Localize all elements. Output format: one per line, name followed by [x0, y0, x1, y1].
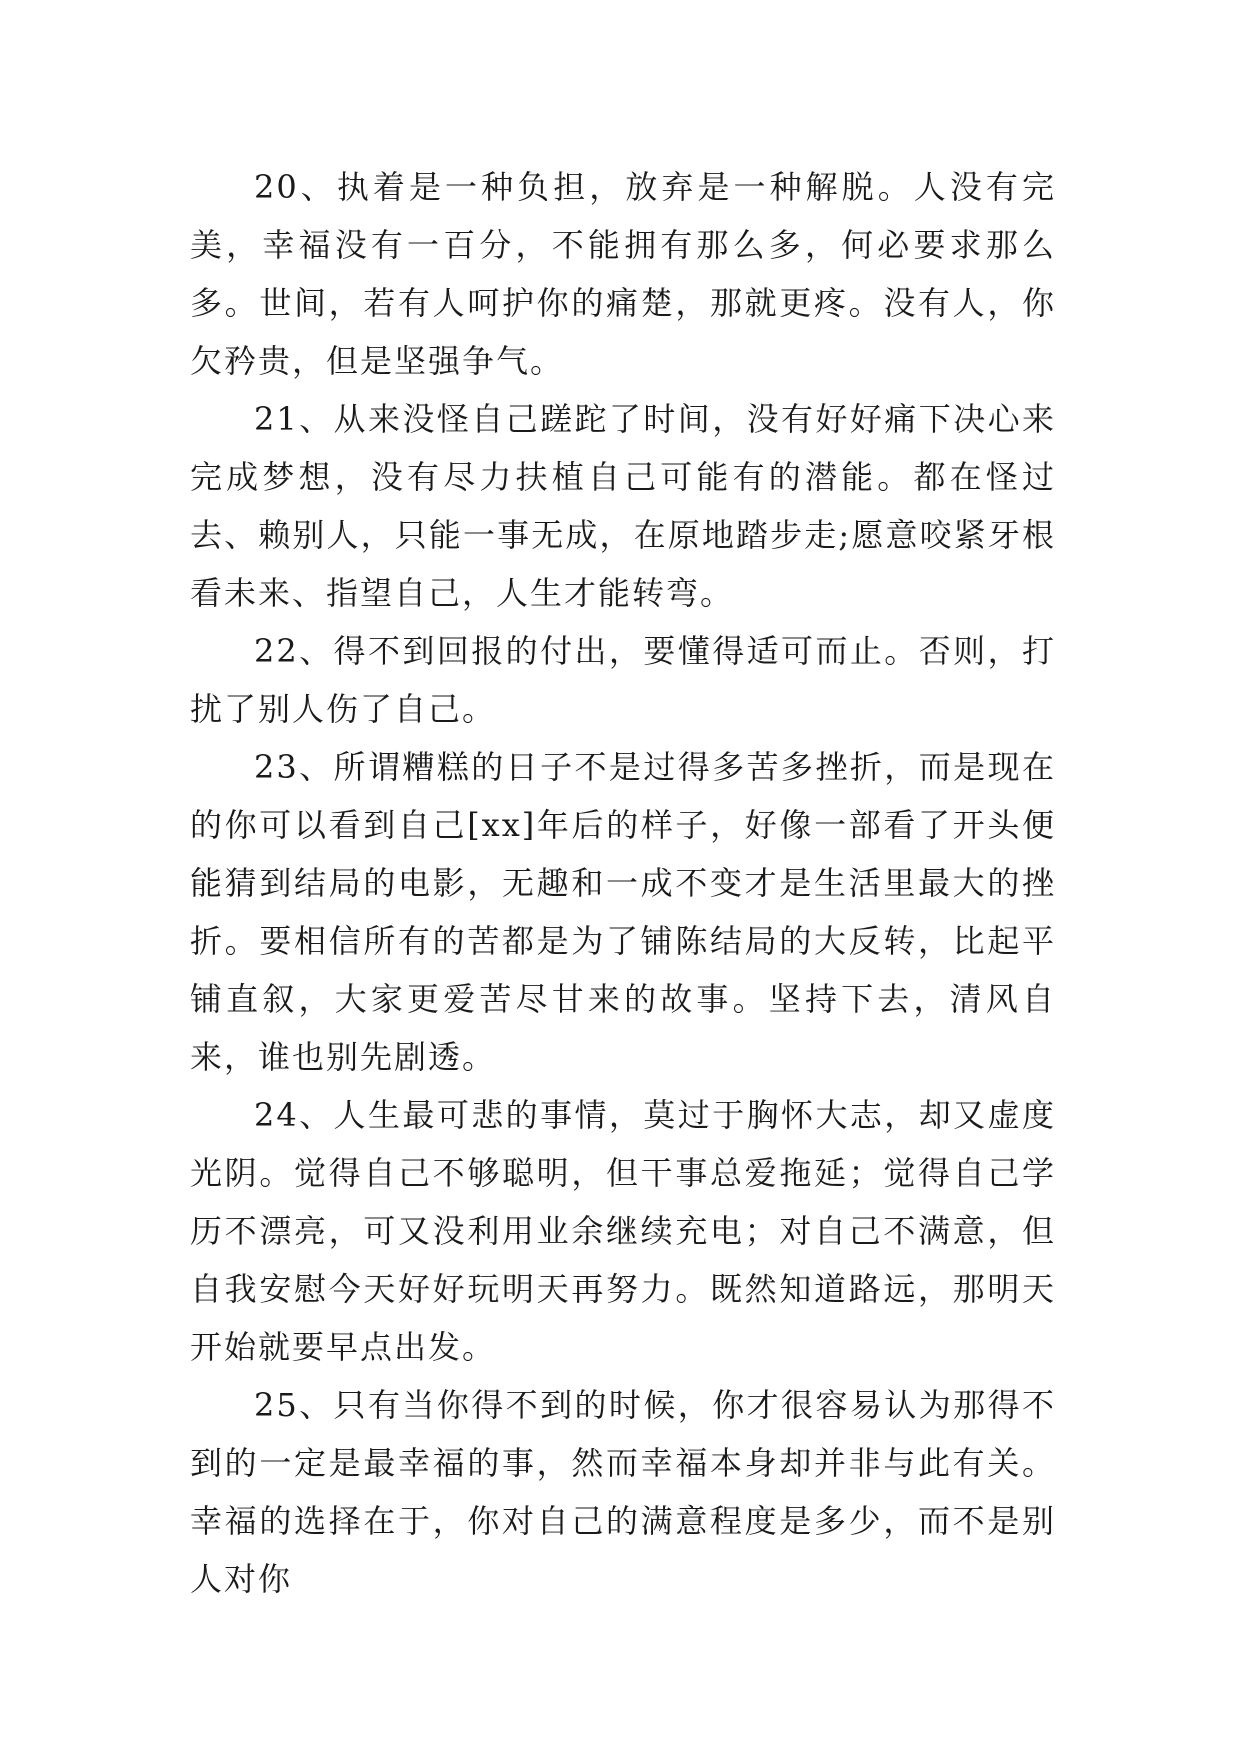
- paragraph-21: 21、从来没怪自己蹉跎了时间，没有好好痛下决心来完成梦想，没有尽力扶植自己可能有的潜能。都在怪过去、赖别人，只能一事无成，在原地踏步走;愿意咬紧牙根看未来、指望自己，人生才能转弯。: [190, 400, 1056, 612]
- paragraph-25: 25、只有当你得不到的时候，你才很容易认为那得不到的一定是最幸福的事，然而幸福本身却并非与此有关。幸福的选择在于，你对自己的满意程度是多少，而不是别人对你: [190, 1386, 1056, 1598]
- paragraph-24: 24、人生最可悲的事情，莫过于胸怀大志，却又虚度光阴。觉得自己不够聪明，但干事总爱拖延；觉得自己学历不漂亮，可又没利用业余继续充电；对自己不满意，但自我安慰今天好好玩明天再努力。既然知道路远，那明天开始就要早点出发。: [190, 1096, 1056, 1366]
- paragraph-20: 20、执着是一种负担，放弃是一种解脱。人没有完美，幸福没有一百分，不能拥有那么多，何必要求那么多。世间，若有人呵护你的痛楚，那就更疼。没有人，你欠矜贵，但是坚强争气。: [190, 168, 1056, 380]
- paragraph-22: 22、得不到回报的付出，要懂得适可而止。否则，打扰了别人伤了自己。: [190, 632, 1056, 728]
- paragraph-23: 23、所谓糟糕的日子不是过得多苦多挫折，而是现在的你可以看到自己[xx]年后的样子，好像一部看了开头便能猜到结局的电影，无趣和一成不变才是生活里最大的挫折。要相信所有的苦都是为了铺陈结局的大反转，比起平铺直叙，大家更爱苦尽甘来的故事。坚持下去，清风自来，谁也别先剧透。: [190, 748, 1056, 1076]
- body-text: [190, 158, 1056, 1608]
